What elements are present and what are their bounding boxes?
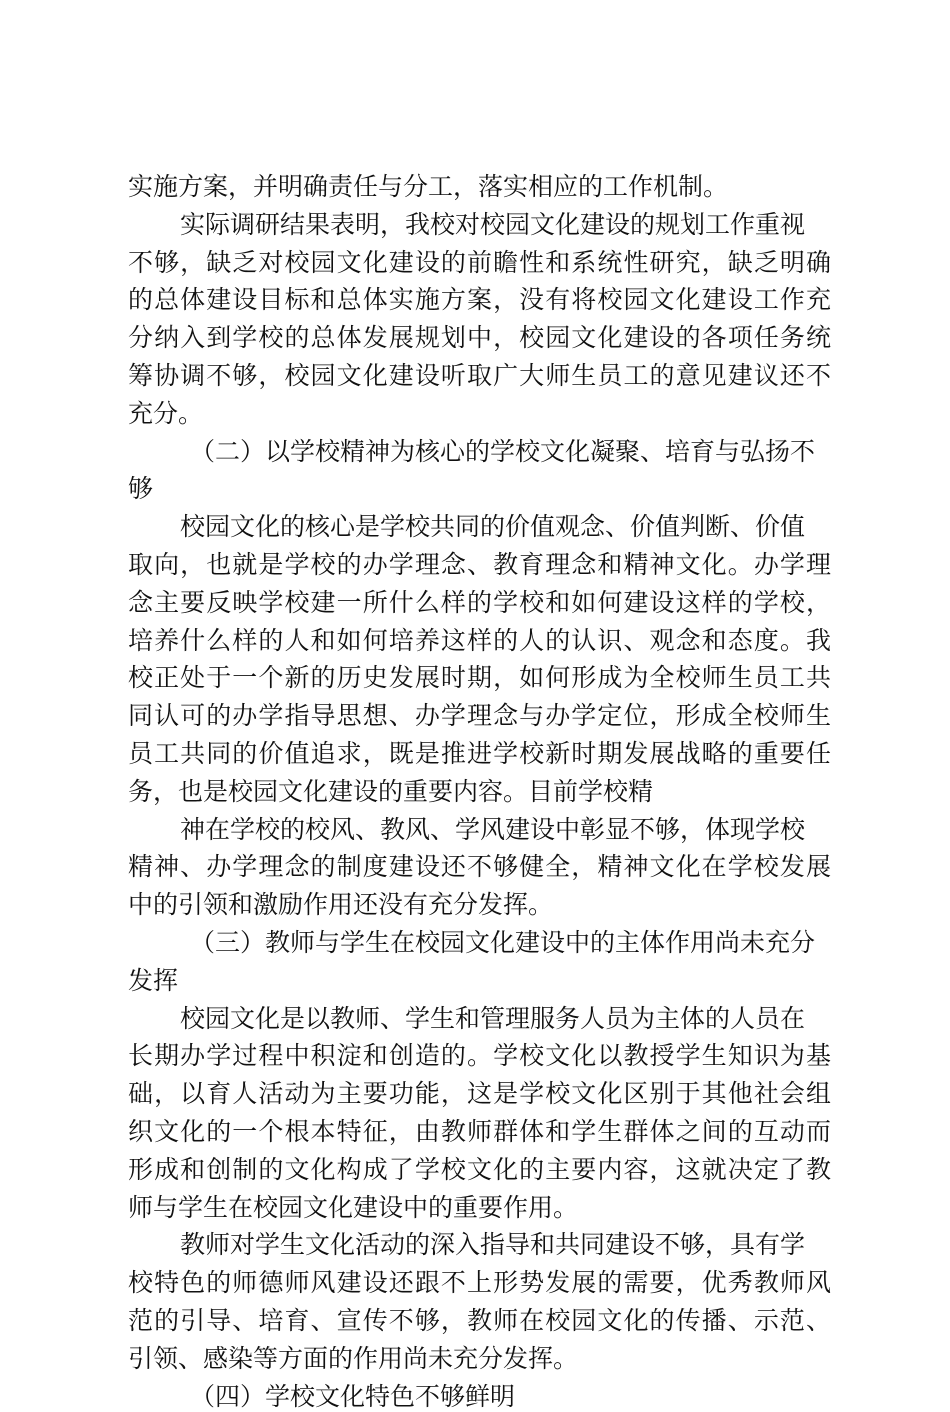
paragraph-line: 念主要反映学校建一所什么样的学校和如何建设这样的学校， <box>128 588 831 617</box>
paragraph-line: 务，也是校园文化建设的重要内容。目前学校精 <box>128 777 654 806</box>
paragraph-line: 分纳入到学校的总体发展规划中，校园文化建设的各项任务统 <box>128 323 831 352</box>
paragraph-line: 范的引导、培育、宣传不够，教师在校园文化的传播、示范、 <box>128 1306 831 1335</box>
paragraph-line: 筹协调不够，校园文化建设听取广大师生员工的意见建议还不 <box>128 361 831 390</box>
section-heading: （四）学校文化特色不够鲜明 <box>190 1382 516 1411</box>
section-heading: 够 <box>128 474 154 503</box>
paragraph-line: 教师对学生文化活动的深入指导和共同建设不够，具有学 <box>180 1230 806 1259</box>
paragraph-line: 中的引领和激励作用还没有充分发挥。 <box>128 890 554 919</box>
section-heading: （二）以学校精神为核心的学校文化凝聚、培育与弘扬不 <box>190 437 816 466</box>
paragraph-line: 神在学校的校风、教风、学风建设中彰显不够，体现学校 <box>180 815 806 844</box>
paragraph-line: 校正处于一个新的历史发展时期，如何形成为全校师生员工共 <box>128 663 831 692</box>
paragraph-line: 的总体建设目标和总体实施方案，没有将校园文化建设工作充 <box>128 285 831 314</box>
paragraph-line: 引领、感染等方面的作用尚未充分发挥。 <box>128 1344 579 1373</box>
paragraph-line: 实际调研结果表明，我校对校园文化建设的规划工作重视 <box>180 210 806 239</box>
paragraph-line: 精神、办学理念的制度建设还不够健全，精神文化在学校发展 <box>128 852 831 881</box>
paragraph-line: 织文化的一个根本特征，由教师群体和学生群体之间的互动而 <box>128 1117 831 1146</box>
section-heading: （三）教师与学生在校园文化建设中的主体作用尚未充分 <box>190 928 816 957</box>
paragraph-line: 培养什么样的人和如何培养这样的人的认识、观念和态度。我 <box>128 626 831 655</box>
paragraph-line: 师与学生在校园文化建设中的重要作用。 <box>128 1193 579 1222</box>
paragraph-line: 实施方案，并明确责任与分工，落实相应的工作机制。 <box>128 172 729 201</box>
paragraph-line: 形成和创制的文化构成了学校文化的主要内容，这就决定了教 <box>128 1155 831 1184</box>
paragraph-line: 长期办学过程中积淀和创造的。学校文化以教授学生知识为基 <box>128 1041 831 1070</box>
paragraph-line: 校园文化是以教师、学生和管理服务人员为主体的人员在 <box>180 1004 806 1033</box>
paragraph-line: 取向，也就是学校的办学理念、教育理念和精神文化。办学理 <box>128 550 831 579</box>
paragraph-line: 不够，缺乏对校园文化建设的前瞻性和系统性研究，缺乏明确 <box>128 248 831 277</box>
section-heading: 发挥 <box>128 966 179 995</box>
paragraph-line: 同认可的办学指导思想、办学理念与办学定位，形成全校师生 <box>128 701 831 730</box>
paragraph-line: 校特色的师德师风建设还跟不上形势发展的需要，优秀教师风 <box>128 1268 831 1297</box>
paragraph-line: 校园文化的核心是学校共同的价值观念、价值判断、价值 <box>180 512 806 541</box>
paragraph-line: 充分。 <box>128 399 204 428</box>
paragraph-line: 员工共同的价值追求，既是推进学校新时期发展战略的重要任 <box>128 739 831 768</box>
paragraph-line: 础，以育人活动为主要功能，这是学校文化区别于其他社会组 <box>128 1079 831 1108</box>
